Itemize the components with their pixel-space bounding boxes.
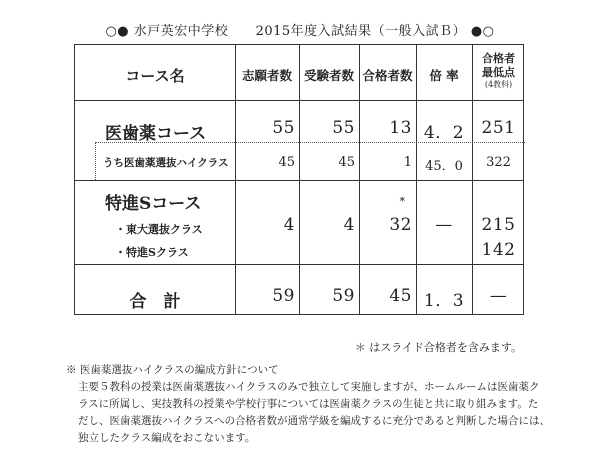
header-course: コース名 (125, 67, 185, 85)
row-medical-name: 医歯薬コース (105, 124, 207, 144)
school-name: 水戸英宏中学校 (133, 24, 229, 39)
row-medical-high-applicants: 45 (278, 155, 295, 170)
header-applicants: 志願者数 (241, 68, 292, 83)
note-line-2: ラスに所属し、実技教科の授業や学校行事については医歯薬クラスの生徒と共に取り組みます。た (78, 398, 539, 410)
row-medical-min-score: 251 (481, 118, 516, 138)
row-tokushin-min-score: 142 (481, 240, 516, 260)
row-medical-applicants: 55 (272, 118, 295, 138)
row-special-examinees: 4 (343, 215, 355, 235)
row-medical-passers: 13 (389, 118, 412, 138)
page-title (0, 20, 600, 39)
col-divider (235, 45, 236, 314)
row-medical-high-examinees: 45 (338, 155, 355, 170)
row-total-applicants: 59 (272, 286, 295, 306)
col-divider (299, 45, 300, 314)
col-divider (416, 45, 417, 314)
footnote-slide: ＊ はスライド合格者を含みます。 (354, 341, 522, 354)
note-heading: ※ 医歯薬選抜ハイクラスの編成方針について (66, 364, 279, 376)
row-total-min-score: — (489, 286, 508, 306)
row-special-name: 特進Sコース (105, 194, 202, 214)
subrow-dotted-line (95, 142, 96, 180)
row-total-name: 合 計 (129, 292, 181, 312)
header-min-score-3: (4教科) (484, 80, 513, 89)
row-medical-examinees: 55 (332, 118, 355, 138)
row-todai-name: ・東大選抜クラス (115, 223, 203, 236)
row-medical-high-min-score: 322 (486, 155, 511, 170)
row-medical-high-name: うち医歯薬選抜ハイクラス (103, 157, 229, 169)
note-line-1: 主要５教科の授業は医歯薬選抜ハイクラスのみで独立して実施しますが、ホームルームは医歯薬ク (78, 381, 540, 393)
results-table (74, 44, 524, 315)
row-medical-high-passers: 1 (403, 155, 412, 170)
note-line-3: だし、医歯薬選抜ハイクラスへの合格者数が通常学級を編成するに充分であると判断した場合には、 (78, 415, 550, 427)
header-min-score-2: 最低点 (482, 66, 515, 79)
row-todai-min-score: 215 (481, 215, 516, 235)
title-trail-mark: ●○ (470, 24, 495, 39)
row-tokushin-name: ・特進Sクラス (115, 246, 189, 259)
title-lead-mark: ○● (105, 24, 130, 39)
row-total-ratio: 1．3 (423, 291, 465, 311)
header-examinees: 受験者数 (303, 68, 354, 83)
row-special-ratio: — (435, 215, 453, 235)
row-special-applicants: 4 (283, 215, 295, 235)
header-min-score-1: 合格者 (482, 52, 515, 65)
row-special-passers: 32 (389, 215, 412, 235)
header-passers: 合格者数 (362, 68, 413, 83)
row-medical-high-ratio: 45．0 (425, 159, 463, 174)
col-divider (359, 45, 360, 314)
note-line-4: 独立したクラス編成をおこないます。 (78, 432, 256, 444)
title-heading: 2015年度入試結果（一般入試Ｂ） (255, 24, 467, 39)
row-total-examinees: 59 (332, 286, 355, 306)
row-total-passers: 45 (389, 286, 412, 306)
row-medical-ratio: 4．2 (423, 123, 465, 143)
header-ratio: 倍 率 (429, 68, 459, 83)
row-special-asterisk: * (399, 195, 405, 208)
